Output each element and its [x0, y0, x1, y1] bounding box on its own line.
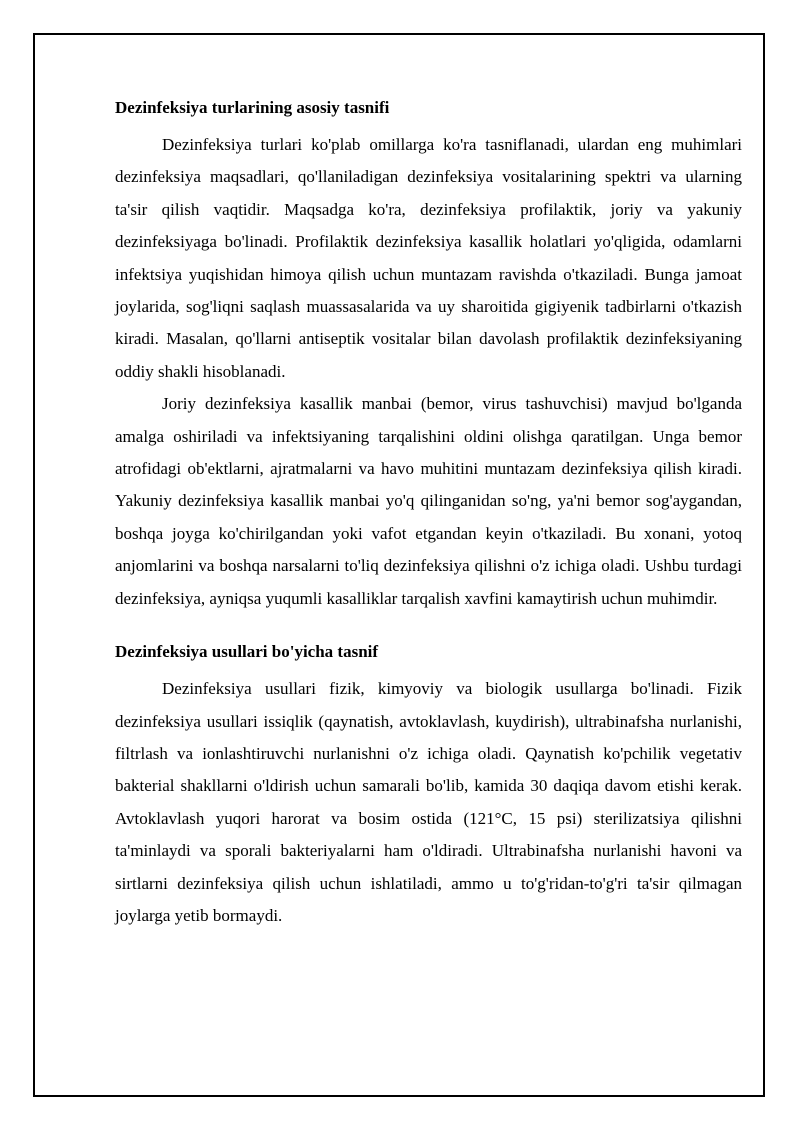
section-heading: Dezinfeksiya usullari bo'yicha tasnif [115, 642, 379, 662]
section-heading: Dezinfeksiya turlarining asosiy tasnifi [115, 98, 390, 117]
document-body [115, 97, 742, 932]
paragraph: Joriy dezinfeksiya kasallik manbai (bemor, virus tashuvchisi) mavjud bo'lganda amalga oshiriladi va infektsiyaning tarqalishini oldini olishga qaratilgan. Unga bemor atrofidagi ob'ektlarni, ajratmalarni va havo muhitini muntazam dezinfeksiya qilish kiradi. Yakuniy dezinfeksiya kasallik manbai yo'q qilinganidan so'ng, ya'ni bemor sog'aygandan, boshqa joyga ko'chirilgandan yoki vafot etgandan keyin o'tkaziladi. Bu xonani, yotoq anjomlarini va boshqa narsalarni to'liq dezinfeksiya qilishni o'z ichiga oladi. Ushbu turdagi dezinfeksiya, ayniqsa yuqumli kasalliklar tarqalish xavfini kamaytirish uchun muhimdir. [115, 394, 742, 608]
paragraph: Dezinfeksiya turlari ko'plab omillarga ko'ra tasniflanadi, ulardan eng muhimlari dezinfeksiya maqsadlari, qo'llaniladigan dezinfeksiya vositalarining spektri va ularning ta'sir qilish vaqtidir. Maqsadga ko'ra, dezinfeksiya profilaktik, joriy va yakuniy dezinfeksiyaga bo'linadi. Profilaktik dezinfeksiya kasallik holatlari yo'qligida, odamlarni infektsiya yuqishidan himoya qilish uchun muntazam ravishda o'tkaziladi. Bunga jamoat joylarida, sog'liqni saqlash muassasalarida va uy sharoitida gigiyenik tadbirlarni o'tkazish kiradi. Masalan, qo'llarni antiseptik vositalar bilan davolash profilaktik dezinfeksiyaning oddiy shakli hisoblanadi. [115, 135, 742, 381]
paragraph: Dezinfeksiya usullari fizik, kimyoviy va biologik usullarga bo'linadi. Fizik dezinfeksiya usullari issiqlik (qaynatish, avtoklavlash, kuydirish), ultrabinafsha nurlanishi, filtrlash va ionlashtiruvchi nurlanishni o'z ichiga oladi. Qaynatish ko'pchilik vegetativ bakterial shakllarni o'ldirish uchun samarali bo'lib, kamida 30 daqiqa davom etishi kerak. Avtoklavlash yuqori harorat va bosim ostida (121°C, 15 psi) sterilizatsiya qilishni ta'minlaydi va sporali bakteriyalarni ham o'ldiradi. Ultrabinafsha nurlanishi havoni va sirtlarni dezinfeksiya qilish uchun ishlatiladi, ammo u to'g'ridan-to'g'ri ta'sir qilmagan joylarga yetib bormaydi. [115, 679, 742, 925]
